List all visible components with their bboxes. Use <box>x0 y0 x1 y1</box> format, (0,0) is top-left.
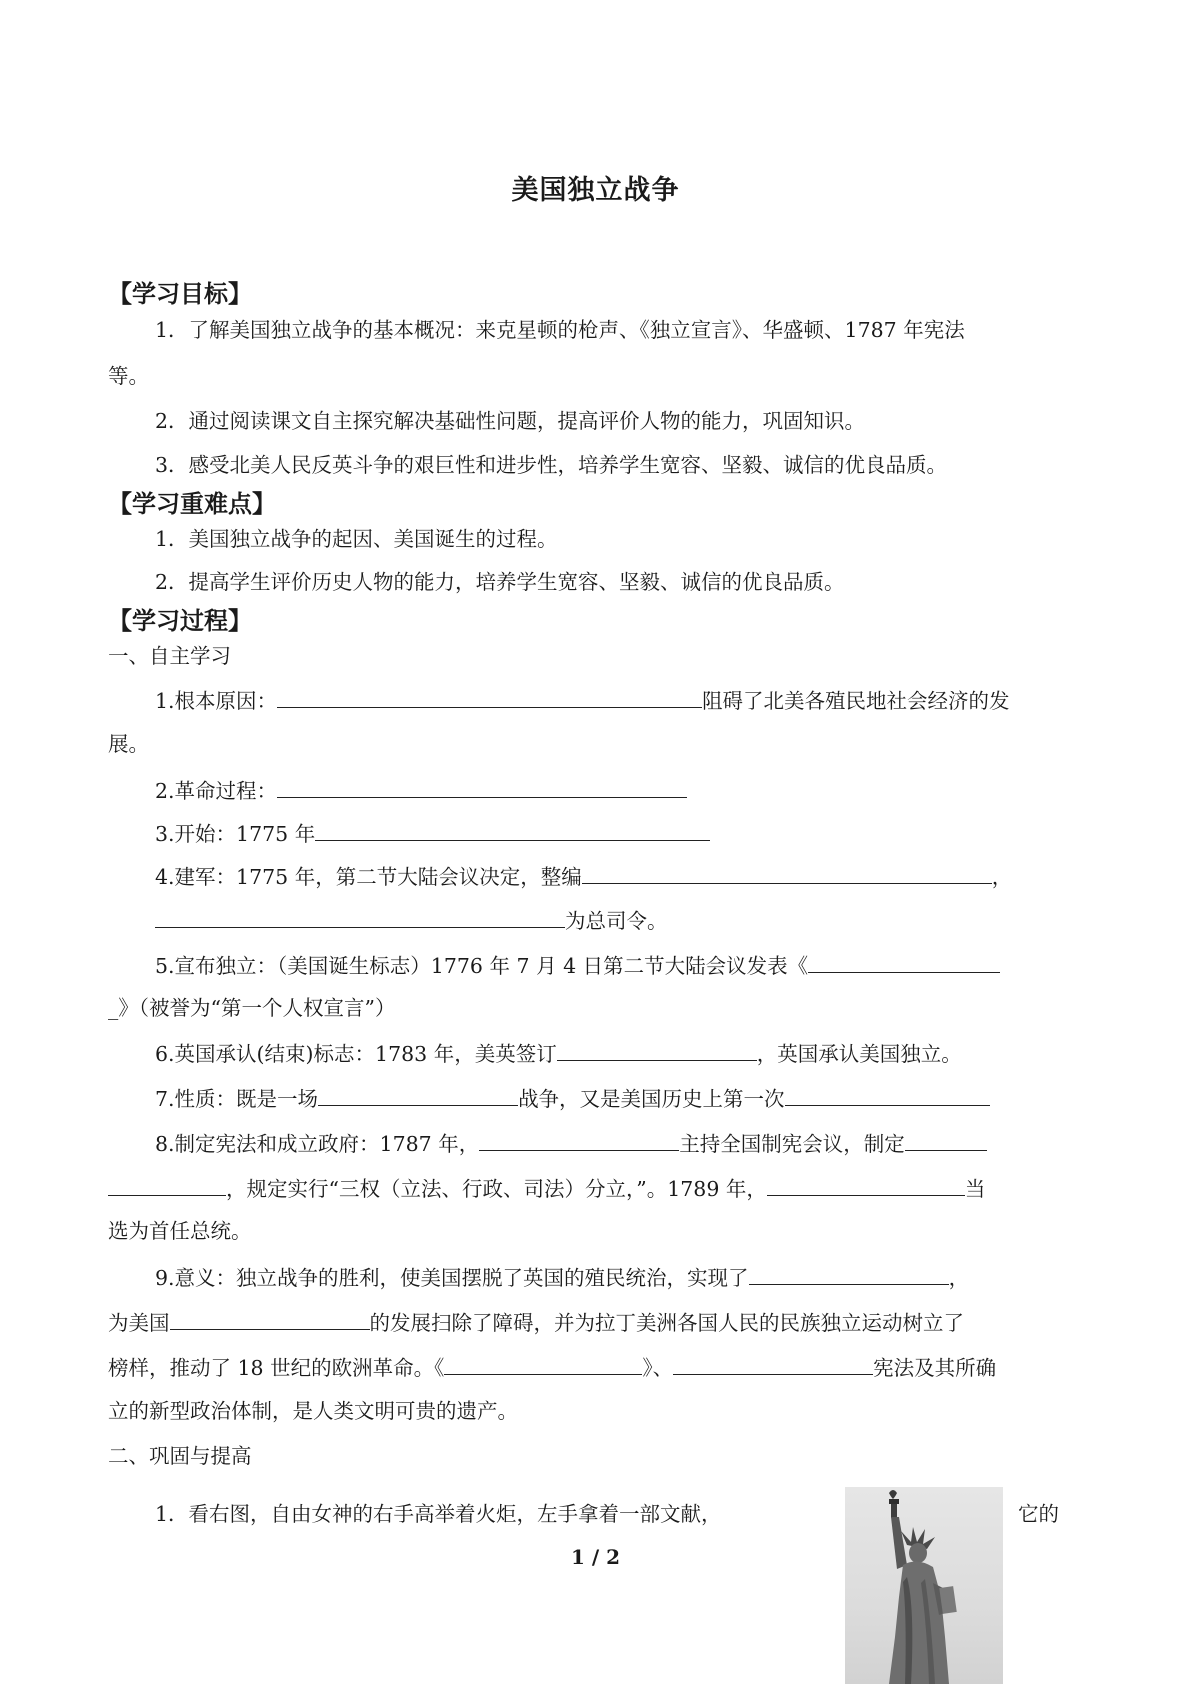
consolidate-question-1: 1．看右图，自由女神的右手高举着火炬，左手拿着一部文献， <box>155 1502 722 1526</box>
question-1-prefix: 1.根本原因： <box>155 689 278 713</box>
question-8-middle: 主持全国制宪会议，制定 <box>679 1132 905 1156</box>
answer-blank[interactable] <box>557 1038 757 1061</box>
question-3-prefix: 3.开始：1775 年 <box>155 822 316 846</box>
question-4 <box>155 861 1191 891</box>
statue-of-liberty-image <box>845 1487 1003 1684</box>
question-1-suffix: 阻碍了北美各殖民地社会经济的发 <box>702 689 1010 713</box>
question-4-comma: ， <box>991 865 1013 889</box>
question-8-tail: 当 <box>964 1177 986 1201</box>
question-4-suffix: 为总司令。 <box>565 909 668 933</box>
answer-blank[interactable] <box>444 1352 642 1375</box>
page-title: 美国独立战争 <box>511 175 680 206</box>
answer-blank[interactable] <box>277 775 687 798</box>
answer-blank[interactable] <box>155 905 565 928</box>
question-9-line4: 立的新型政治体制，是人类文明可贵的遗产。 <box>108 1399 518 1423</box>
question-8 <box>155 1128 1191 1158</box>
question-7 <box>155 1083 1191 1113</box>
answer-blank[interactable] <box>785 1083 990 1106</box>
question-9-line2 <box>108 1307 1191 1337</box>
consolidate-question-1-tail: 它的 <box>1018 1502 1059 1526</box>
question-2-prefix: 2.革命过程： <box>155 779 278 803</box>
question-3 <box>155 818 1191 848</box>
answer-blank[interactable] <box>318 1083 518 1106</box>
answer-blank[interactable] <box>582 861 992 884</box>
question-8-prefix: 8.制定宪法和成立政府：1787 年， <box>155 1132 480 1156</box>
objective-3: 3．感受北美人民反英斗争的艰巨性和进步性，培养学生宽容、坚毅、诚信的优良品质。 <box>155 453 948 477</box>
answer-blank[interactable] <box>277 685 702 708</box>
answer-blank[interactable] <box>905 1128 987 1151</box>
question-7-prefix: 7.性质：既是一场 <box>155 1087 319 1111</box>
question-9-prefix: 9.意义：独立战争的胜利，使美国摆脱了英国的殖民统治，实现了 <box>155 1266 749 1290</box>
question-6 <box>155 1038 1191 1068</box>
question-8-end: 选为首任总统。 <box>108 1219 252 1243</box>
objective-1-line1: 1．了解美国独立战争的基本概况：来克星顿的枪声、《独立宣言》、华盛顿、1787 年宪法 <box>155 318 965 342</box>
question-9-text-b: 的发展扫除了障碍，并为拉丁美洲各国人民的民族独立运动树立了 <box>369 1311 964 1335</box>
question-9-line3 <box>108 1352 1191 1382</box>
question-5 <box>155 950 1191 980</box>
question-9-text-e: 宪法及其所确 <box>873 1356 997 1380</box>
key-points-heading: 【学习重难点】 <box>108 490 276 518</box>
question-8-text: ，规定实行“三权（立法、行政、司法）分立，”。1789 年， <box>226 1177 767 1201</box>
question-4-prefix: 4.建军：1775 年，第二节大陆会议决定，整编 <box>155 865 582 889</box>
key-point-2: 2．提高学生评价历史人物的能力，培养学生宽容、坚毅、诚信的优良品质。 <box>155 570 845 594</box>
answer-blank[interactable] <box>479 1128 679 1151</box>
answer-blank[interactable] <box>315 818 710 841</box>
section-self-study: 一、自主学习 <box>108 644 231 668</box>
process-heading: 【学习过程】 <box>108 607 252 635</box>
question-2 <box>155 775 1191 805</box>
objective-1-line2: 等。 <box>108 364 149 388</box>
question-9-text-d: 》、 <box>642 1356 674 1380</box>
question-1-continued: 展。 <box>108 732 149 756</box>
question-5-prefix: 5.宣布独立：（美国诞生标志）1776 年 7 月 4 日第二节大陆会议发表《 <box>155 954 809 978</box>
question-9-text-a: 为美国 <box>108 1311 170 1335</box>
question-6-prefix: 6.英国承认(结束)标志：1783 年，美英签订 <box>155 1042 557 1066</box>
question-5-continued: _》（被誉为“第一个人权宣言”） <box>108 996 396 1020</box>
objective-2: 2．通过阅读课文自主探究解决基础性问题，提高评价人物的能力，巩固知识。 <box>155 409 866 433</box>
question-9-comma: ， <box>948 1266 970 1290</box>
statue-of-liberty-icon <box>845 1487 1003 1684</box>
answer-blank[interactable] <box>767 1173 965 1196</box>
question-9 <box>155 1262 1191 1292</box>
question-8-continued <box>108 1173 1191 1203</box>
question-4-continued <box>155 905 1191 935</box>
answer-blank[interactable] <box>749 1262 949 1285</box>
page-number: 1 / 2 <box>570 1545 621 1569</box>
question-7-middle: 战争，又是美国历史上第一次 <box>518 1087 785 1111</box>
answer-blank[interactable] <box>170 1307 370 1330</box>
answer-blank[interactable] <box>673 1352 873 1375</box>
question-6-suffix: ，英国承认美国独立。 <box>756 1042 962 1066</box>
answer-blank[interactable] <box>808 950 1000 973</box>
section-consolidate: 二、巩固与提高 <box>108 1444 252 1468</box>
key-point-1: 1．美国独立战争的起因、美国诞生的过程。 <box>155 527 558 551</box>
answer-blank[interactable] <box>108 1173 226 1196</box>
question-9-text-c: 榜样，推动了 18 世纪的欧洲革命。《 <box>108 1356 445 1380</box>
objectives-heading: 【学习目标】 <box>108 280 252 308</box>
question-1 <box>155 685 1191 715</box>
